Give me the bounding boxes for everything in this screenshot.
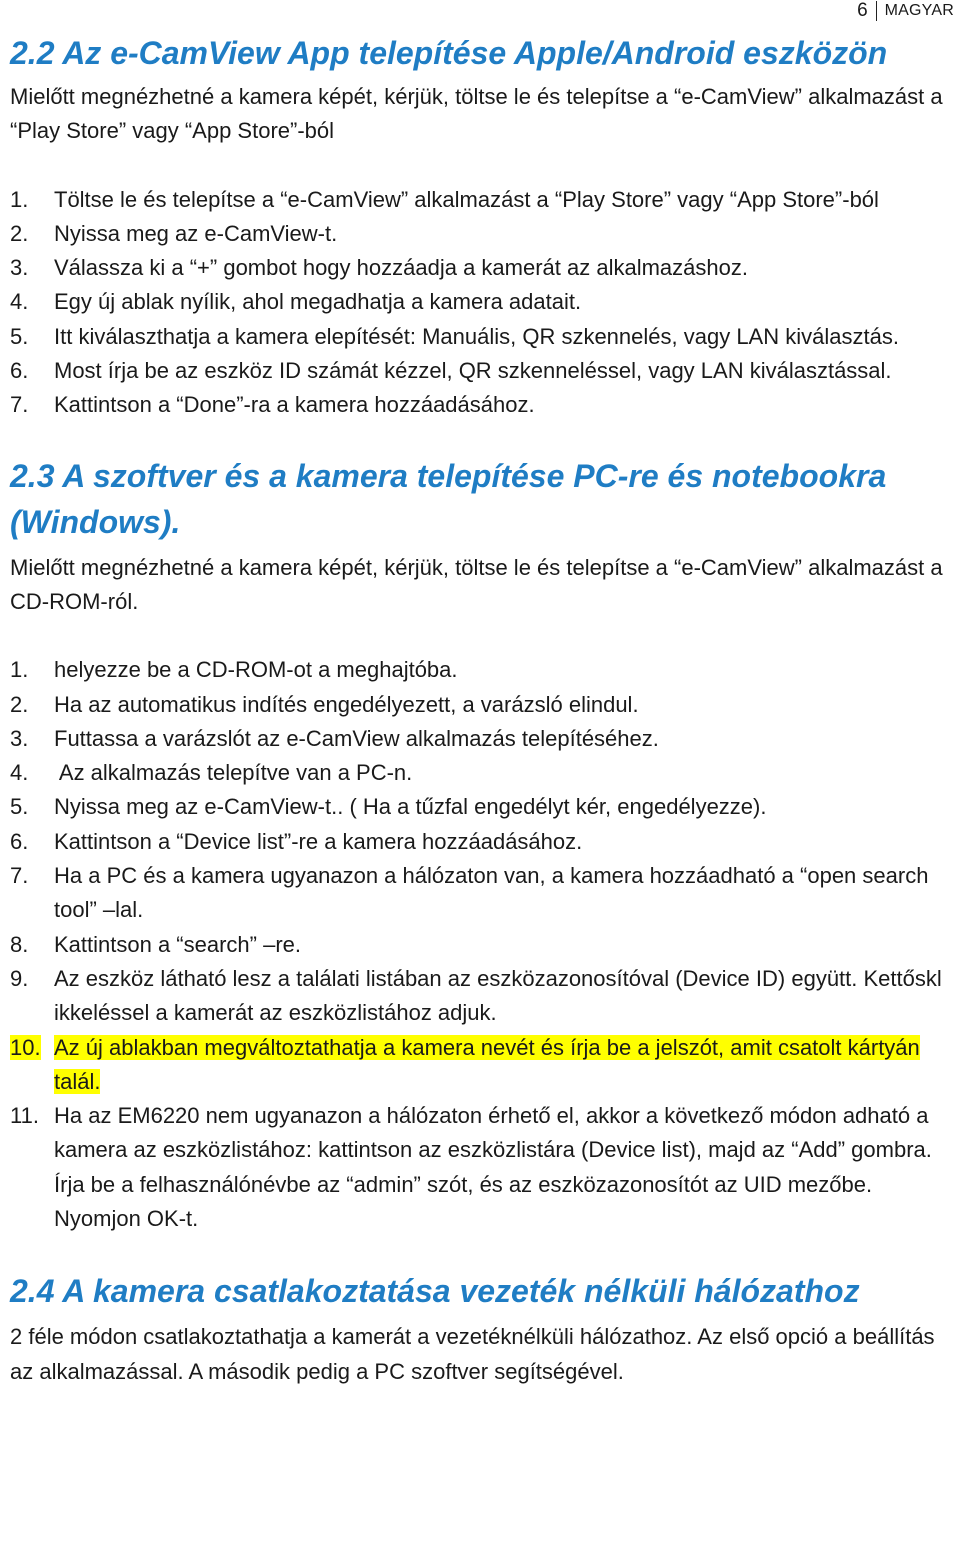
step-number: 6. [10,828,29,854]
list-item [10,320,958,354]
step-text: Kattintson a “search” –re. [54,931,302,957]
step-number: 9. [10,965,29,991]
step-number: 4. [10,289,29,315]
step-text: Válassza ki a “+” gombot hogy hozzáadja a kamerát az alkalmazáshoz. [54,255,748,281]
section-2-4-intro: 2 féle módon csatlakoztathatja a kamerát a vezetéknélküli hálózathoz. Az első opció a beállítás az alkalmazással. A második pedig a PC szoftver segítségével. [10,1324,935,1384]
step-text: Töltse le és telepítse a “e-CamView” alkalmazást a “Play Store” vagy “App Store”-ból [54,186,879,212]
step-number: 7. [10,392,29,418]
step-number: 3. [10,725,29,751]
list-item [10,251,958,285]
step-number: 2. [10,691,29,717]
section-2-2-title: 2.2 Az e-CamView App telepítése Apple/Android eszközön [10,35,888,71]
step-text: Ha az automatikus indítés engedélyezett, a varázsló elindul. [54,691,639,717]
section-2-3 [10,453,958,1237]
section-2-3-steps [10,653,958,1236]
step-text: Ha az EM6220 nem ugyanazon a hálózaton érhető el, akkor a következő módon adható a kamera az eszközlistához: kattintson az eszközlistára (Device list), majd az “Add” gombra. Írja be a felhasználónévbe az “admin” szót, és az eszközazonosítót az UID mezőbe. Nyomjon OK-t. [54,1103,932,1232]
step-number: 10. [10,1034,41,1060]
list-item [10,653,958,687]
list-item [10,825,958,859]
step-text: Nyissa meg az e-CamView-t.. ( Ha a tűzfal engedélyt kér, engedélyezze). [54,794,767,820]
step-number: 4. [10,760,29,786]
step-number: 6. [10,358,29,384]
step-number: 7. [10,863,29,889]
step-number: 5. [10,794,29,820]
page-header [857,0,954,22]
step-number: 1. [10,657,29,683]
section-2-4-title: 2.4 A kamera csatlakoztatása vezeték nélküli hálózathoz [10,1273,860,1310]
step-number: 3. [10,255,29,281]
step-text: Az alkalmazás telepítve van a PC-n. [54,760,413,786]
step-text: Kattintson a “Done”-ra a kamera hozzáadásához. [54,392,535,418]
step-text: Az új ablakban megváltoztathatja a kamera nevét és írja be a jelszót, amit csatolt kártyán talál. [54,1034,920,1094]
list-item [10,928,958,962]
step-text: Az eszköz látható lesz a találati listában az eszközazonosítóval (Device ID) együtt. Kettőskl ikkeléssel a kamerát az eszközlistához adjuk. [54,965,942,1026]
section-2-2-intro: Mielőtt megnézhetné a kamera képét, kérjük, töltse le és telepítse a “e-CamView” alkalmazást a “Play Store” vagy “App Store”-ból [10,84,943,144]
list-item [10,354,958,388]
step-text: Kattintson a “Device list”-re a kamera hozzáadásához. [54,828,583,854]
language-label: MAGYAR [884,2,954,19]
step-number: 11. [10,1103,39,1129]
step-number: 2. [10,220,29,246]
page-number: 6 [857,0,868,21]
list-item [10,790,958,824]
list-item [10,688,958,722]
section-2-2 [10,30,958,423]
list-item [10,962,958,1031]
step-text: Egy új ablak nyílik, ahol megadhatja a kamera adatait. [54,289,582,315]
list-item [10,388,958,422]
section-2-3-intro: Mielőtt megnézhetné a kamera képét, kérjük, töltse le és telepítse a “e-CamView” alkalmazást a CD-ROM-ról. [10,554,943,614]
list-item [10,1099,958,1236]
section-2-2-steps [10,183,958,423]
step-text: helyezze be a CD-ROM-ot a meghajtóba. [54,657,458,683]
list-item [10,859,958,928]
step-text: Ha a PC és a kamera ugyanazon a hálózaton van, a kamera hozzáadható a “open search tool” –lal. [54,863,929,923]
list-item-highlighted [10,1031,958,1100]
list-item [10,217,958,251]
step-text: Nyissa meg az e-CamView-t. [54,220,338,246]
document-body [10,30,958,1389]
list-item [10,722,958,756]
list-item [10,183,958,217]
step-text: Most írja be az eszköz ID számát kézzel, QR szkenneléssel, vagy LAN kiválasztással. [54,358,892,384]
step-number: 1. [10,186,29,212]
section-2-4 [10,1268,958,1389]
step-text: Itt kiválaszthatja a kamera elepítését: Manuális, QR szkennelés, vagy LAN kiválasztás. [54,323,899,349]
list-item [10,756,958,790]
step-text: Futtassa a varázslót az e-CamView alkalmazás telepítéséhez. [54,725,659,751]
list-item [10,285,958,319]
step-number: 8. [10,931,29,957]
section-2-3-title: 2.3 A szoftver és a kamera telepítése PC-re és notebookra (Windows). [10,457,887,540]
step-number: 5. [10,323,29,349]
header-divider [876,1,877,21]
